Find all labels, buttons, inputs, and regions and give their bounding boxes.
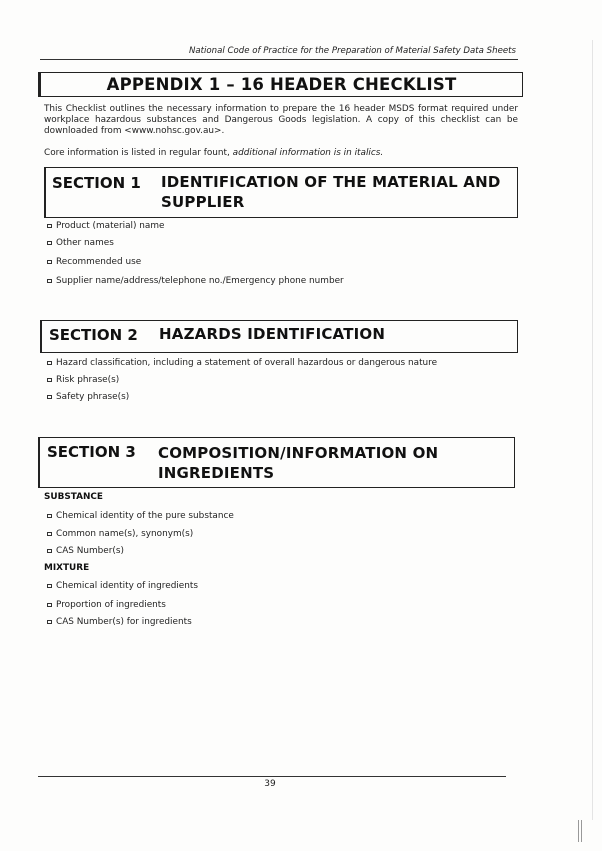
substance-heading: SUBSTANCE xyxy=(44,492,103,502)
list-item-text: CAS Number(s) xyxy=(56,546,124,556)
checkbox-icon xyxy=(47,532,52,537)
page-number: 39 xyxy=(264,779,276,789)
section-1-number: SECTION 1 xyxy=(52,174,141,192)
mixture-heading: MIXTURE xyxy=(44,563,90,573)
list-item xyxy=(47,392,129,402)
list-item xyxy=(47,238,114,248)
appendix-title-box xyxy=(38,72,523,97)
checkbox-icon xyxy=(47,395,52,400)
list-item-text: Recommended use xyxy=(56,257,142,267)
list-item-text: Safety phrase(s) xyxy=(56,392,130,402)
intro-paragraph: This Checklist outlines the necessary information to prepare the 16 header MSDS format required under workplace hazardous substances and Dangerous Goods legislation. A copy of this checklist can be downloaded from <www.nohsc.gov.au>. xyxy=(44,104,518,136)
section-3-title: COMPOSITION/INFORMATION ON INGREDIENTS xyxy=(158,444,439,482)
checkbox-icon xyxy=(47,620,52,625)
list-item-text: Risk phrase(s) xyxy=(56,375,120,385)
section-2-title: HAZARDS IDENTIFICATION xyxy=(159,325,386,343)
list-item xyxy=(47,257,141,267)
checkbox-icon xyxy=(47,514,52,519)
list-item-text: Chemical identity of the pure substance xyxy=(56,511,234,521)
list-item xyxy=(47,581,198,591)
list-item-text: Chemical identity of ingredients xyxy=(56,581,198,591)
list-item-text: Other names xyxy=(56,238,114,248)
list-item-text: CAS Number(s) for ingredients xyxy=(56,617,192,627)
list-item xyxy=(47,600,166,610)
checkbox-icon xyxy=(47,378,52,383)
checkbox-icon xyxy=(47,549,52,554)
section-2-number: SECTION 2 xyxy=(49,326,138,344)
checkbox-icon xyxy=(47,584,52,589)
list-item xyxy=(47,511,234,521)
list-item xyxy=(47,529,193,539)
core-info-regular: Core information is listed in regular fount, xyxy=(44,148,233,158)
list-item xyxy=(47,358,437,368)
list-item xyxy=(47,617,192,627)
scan-edge-mark xyxy=(578,820,582,842)
checkbox-icon xyxy=(47,279,52,284)
section-1-title: IDENTIFICATION OF THE MATERIAL AND SUPPLIER xyxy=(161,173,501,211)
footer-rule xyxy=(38,776,506,777)
list-item xyxy=(47,221,164,231)
list-item xyxy=(47,276,344,286)
header-rule xyxy=(40,59,518,60)
list-item-text: Hazard classification, including a statement of overall hazardous or dangerous nature xyxy=(56,358,438,368)
appendix-title: APPENDIX 1 – 16 HEADER CHECKLIST xyxy=(106,75,457,94)
scan-edge-line xyxy=(592,40,593,820)
core-info-italic: additional information is in italics. xyxy=(232,148,384,158)
list-item-text: Proportion of ingredients xyxy=(56,600,166,610)
list-item-text: Common name(s), synonym(s) xyxy=(56,529,194,539)
list-item xyxy=(47,375,119,385)
core-info-note xyxy=(44,148,518,159)
section-3-number: SECTION 3 xyxy=(47,443,136,461)
list-item-text: Product (material) name xyxy=(56,221,165,231)
list-item-text: Supplier name/address/telephone no./Emergency phone number xyxy=(56,276,344,286)
running-header: National Code of Practice for the Preparation of Material Safety Data Sheets xyxy=(188,46,516,56)
list-item xyxy=(47,546,124,556)
checkbox-icon xyxy=(47,260,52,265)
checkbox-icon xyxy=(47,224,52,229)
checkbox-icon xyxy=(47,241,52,246)
checkbox-icon xyxy=(47,603,52,608)
checkbox-icon xyxy=(47,361,52,366)
